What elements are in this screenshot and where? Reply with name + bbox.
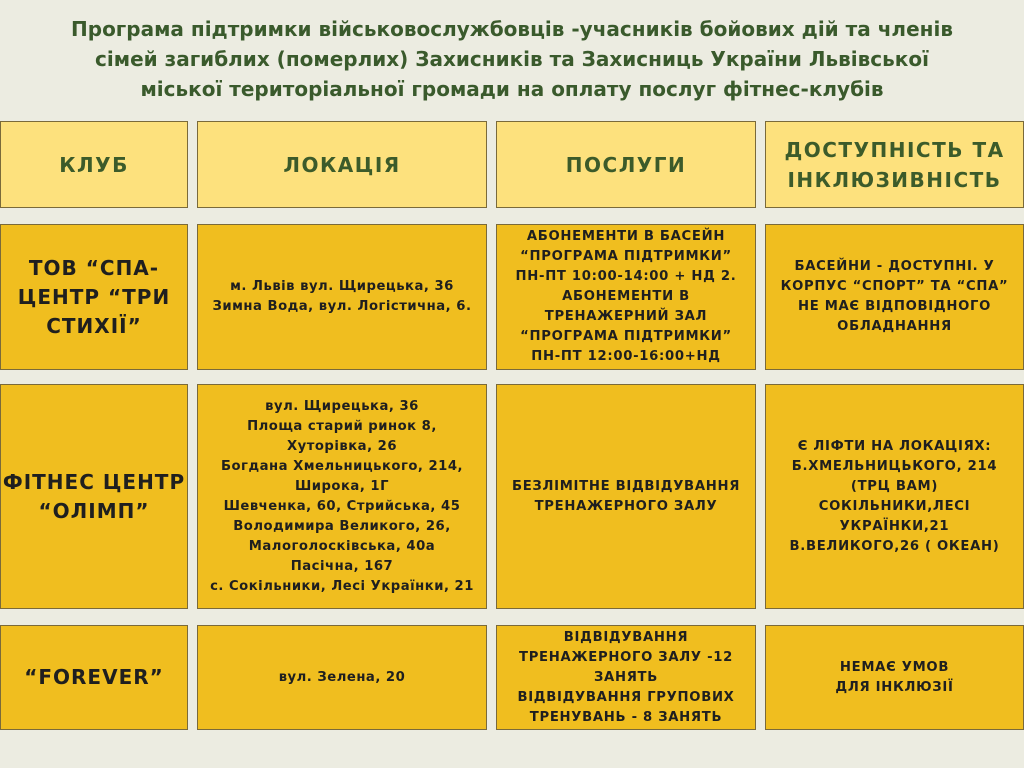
location-line: Шевченка, 60, Стрийська, 45 xyxy=(223,498,461,514)
accessibility-line: Б.ХМЕЛЬНИЦЬКОГО, 214 xyxy=(791,458,998,474)
accessibility-line: ОБЛАДНАННЯ xyxy=(837,319,952,334)
location-line: Володимира Великого, 26, xyxy=(233,518,451,534)
club-name-line: СТИХІЇ” xyxy=(46,313,142,338)
accessibility-line: КОРПУС “СПОРТ” ТА “СПА” xyxy=(780,279,1009,294)
services-line: ЗАНЯТЬ xyxy=(593,669,658,685)
header-services xyxy=(496,121,756,208)
services-line: ТРЕНАЖЕРНОГО ЗАЛУ xyxy=(534,498,718,514)
services-line: ПН-ПТ 10:00-14:00 + НД 2. xyxy=(515,269,737,284)
accessibility-cell xyxy=(765,625,1024,730)
location-cell xyxy=(197,384,487,609)
location-line: вул. Зелена, 20 xyxy=(278,669,406,685)
accessibility-line: СОКІЛЬНИКИ,ЛЕСІ xyxy=(818,498,971,514)
title-line: Програма підтримки військовослужбовців -учасників бойових дій та членів xyxy=(71,17,953,41)
location-line: Широка, 1Г xyxy=(294,478,390,494)
title-line: сімей загиблих (померлих) Захисників та Захисниць України Львівської xyxy=(95,47,929,71)
header-services-label: ПОСЛУГИ xyxy=(565,152,687,177)
location-line: Площа старий ринок 8, xyxy=(247,418,437,434)
location-line: Зимна Вода, вул. Логістична, 6. xyxy=(212,299,472,314)
accessibility-line: УКРАЇНКИ,21 xyxy=(839,518,950,534)
services-cell xyxy=(496,384,756,609)
location-cell xyxy=(197,224,487,370)
services-line: ВІДВІДУВАННЯ xyxy=(563,629,689,645)
club-name-line: ЦЕНТР “ТРИ xyxy=(17,284,171,309)
services-line: ТРЕНУВАНЬ - 8 ЗАНЯТЬ xyxy=(529,709,723,725)
club-cell xyxy=(0,224,188,370)
club-name-line: “ОЛІМП” xyxy=(38,498,150,523)
services-line: ВІДВІДУВАННЯ ГРУПОВИХ xyxy=(517,689,735,705)
header-accessibility-line: ДОСТУПНІСТЬ ТА xyxy=(784,137,1005,162)
header-club-label: КЛУБ xyxy=(59,152,129,177)
header-location xyxy=(197,121,487,208)
club-cell xyxy=(0,384,188,609)
club-name-line: ТОВ “СПА- xyxy=(28,255,160,280)
accessibility-cell xyxy=(765,224,1024,370)
location-line: с. Сокільники, Лесі Українки, 21 xyxy=(210,578,474,594)
club-cell xyxy=(0,625,188,730)
services-line: АБОНЕМЕНТИ В БАСЕЙН xyxy=(526,229,726,244)
accessibility-cell xyxy=(765,384,1024,609)
location-line: м. Львів вул. Щирецька, 36 xyxy=(230,279,454,294)
accessibility-line: Є ЛІФТИ НА ЛОКАЦІЯХ: xyxy=(797,438,992,454)
services-cell xyxy=(496,224,756,370)
club-name-line: “FOREVER” xyxy=(24,665,164,689)
services-cell xyxy=(496,625,756,730)
services-line: ТРЕНАЖЕРНОГО ЗАЛУ -12 xyxy=(519,649,733,665)
services-line: ПН-ПТ 12:00-16:00+НД xyxy=(531,349,721,364)
page-title xyxy=(20,14,1004,104)
location-line: Малоголосківська, 40а xyxy=(248,538,436,554)
club-name-line: ФІТНЕС ЦЕНТР xyxy=(2,469,186,494)
location-line: вул. Щирецька, 36 xyxy=(265,398,419,414)
header-club xyxy=(0,121,188,208)
accessibility-line: ДЛЯ ІНКЛЮЗІЇ xyxy=(835,679,954,695)
services-line: ТРЕНАЖЕРНИЙ ЗАЛ xyxy=(544,309,708,324)
title-line: міської територіальної громади на оплату послуг фітнес-клубів xyxy=(140,77,884,101)
header-location-label: ЛОКАЦІЯ xyxy=(283,152,401,177)
location-cell xyxy=(197,625,487,730)
accessibility-line: НЕМАЄ УМОВ xyxy=(839,659,950,675)
services-line: “ПРОГРАМА ПІДТРИМКИ” xyxy=(520,249,732,264)
location-line: Пасічна, 167 xyxy=(290,558,394,574)
services-line: “ПРОГРАМА ПІДТРИМКИ” xyxy=(520,329,732,344)
accessibility-line: НЕ МАЄ ВІДПОВІДНОГО xyxy=(797,299,992,314)
accessibility-line: (ТРЦ ВАМ) xyxy=(850,478,939,494)
accessibility-line: БАСЕЙНИ - ДОСТУПНІ. У xyxy=(794,259,995,274)
services-line: АБОНЕМЕНТИ В xyxy=(562,289,690,304)
accessibility-line: В.ВЕЛИКОГО,26 ( ОКЕАН) xyxy=(789,538,1000,554)
header-accessibility-line: ІНКЛЮЗИВНІСТЬ xyxy=(787,167,1002,192)
services-line: БЕЗЛІМІТНЕ ВІДВІДУВАННЯ xyxy=(511,478,741,494)
location-line: Богдана Хмельницького, 214, xyxy=(220,458,464,474)
header-accessibility xyxy=(765,121,1024,208)
location-line: Хуторівка, 26 xyxy=(286,438,398,454)
